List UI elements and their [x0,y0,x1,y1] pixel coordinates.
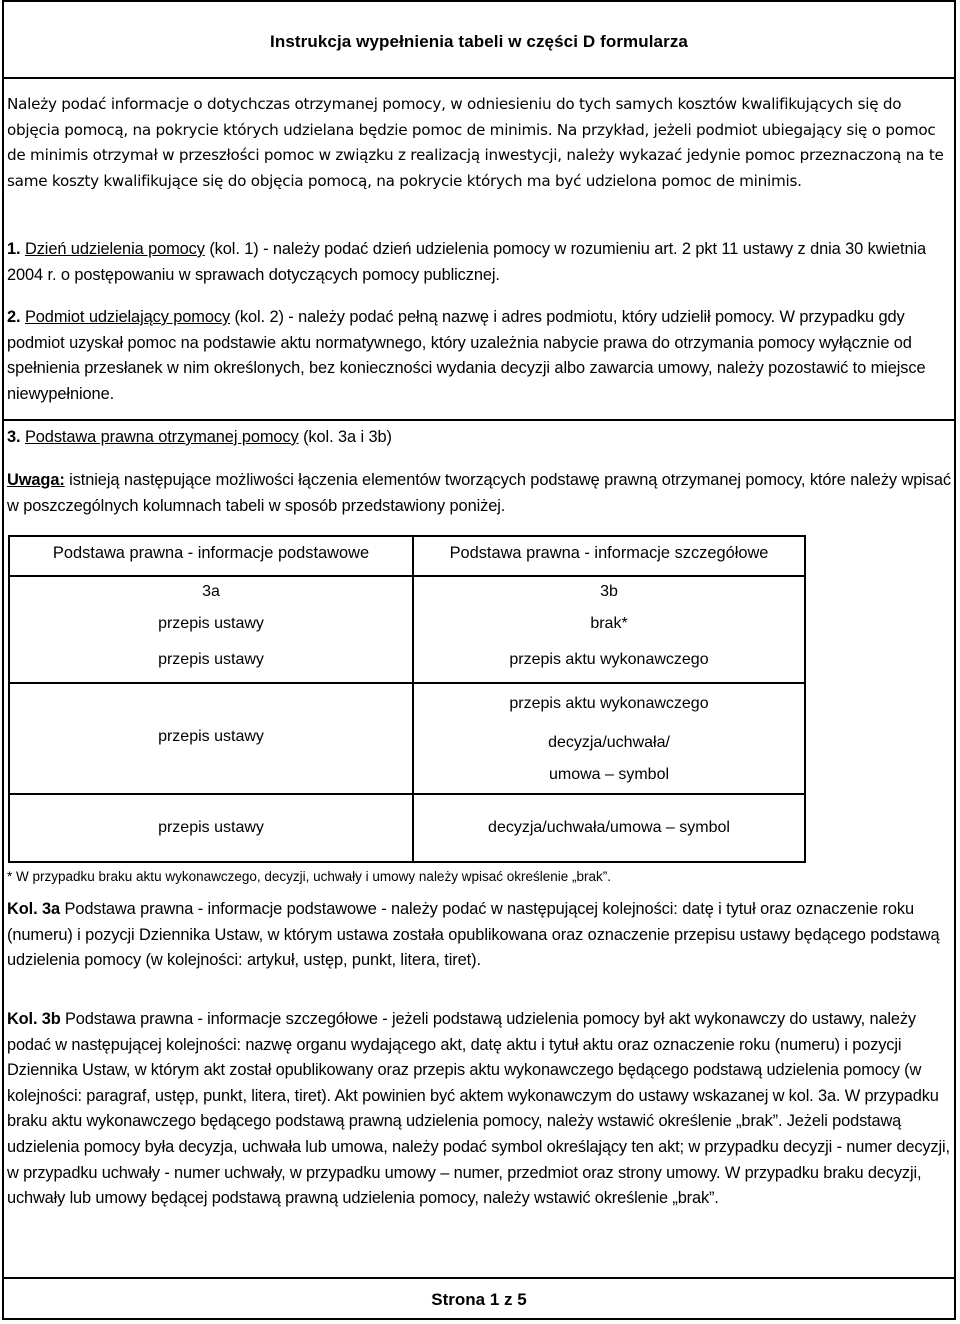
table-cell-3b: przepis aktu wykonawczego [509,651,709,668]
item-3-number: 3. [7,428,21,446]
table-cell-3a: przepis ustawy [158,651,264,668]
item-1-number: 1. [7,240,21,258]
column-code-3b: 3b [600,583,618,600]
header-divider [2,77,956,79]
column-header-basic: Podstawa prawna - informacje podstawowe [52,544,370,562]
kol-3a-text: Podstawa prawna - informacje podstawowe - należy podać w następującej kolejności: datę i tytuł oraz oznaczenie roku (numeru) i pozycji Dziennika Ustaw, w którym ustawa została opublikowana oraz oznaczenie przepisu ustawy będącego podstawą udzielenia pomocy (w kolejności: artykuł, ustęp, punkt, litera, tiret). [7,900,940,970]
kol-3a-label: Kol. 3a [7,900,61,918]
item-1 [7,237,952,288]
item-3-text: (kol. 3a i 3b) [298,428,392,446]
table-cell-3a: przepis ustawy [158,728,264,745]
note-label: Uwaga: [7,471,65,489]
table-footnote: * W przypadku braku aktu wykonawczego, decyzji, uchwały i umowy należy wpisać określenie „brak”. [7,869,611,884]
table-cell-3a: przepis ustawy [158,819,264,836]
table-bottom-border [8,861,806,863]
page-title: Instrukcja wypełnienia tabeli w części D formularza [270,32,688,51]
kol-3a-paragraph [7,897,952,974]
table-right-border [804,535,806,863]
item-1-text: (kol. 1) - należy podać dzień udzielenia pomocy w rozumieniu art. 2 pkt 11 ustawy z dnia 30 kwietnia 2004 r. o postępowaniu w sprawach dotyczących pomocy publicznej. [7,240,927,284]
table-cell-3b: umowa – symbol [548,766,670,783]
column-code-3a: 3a [202,583,220,600]
item-2-text: (kol. 2) - należy podać pełną nazwę i adres podmiotu, który udzielił pomocy. W przypadku gdy podmiot uzyskał pomoc na podstawie aktu normatywnego, który uzależnia nabycie prawa do otrzymania pomocy wyłącznie od spełnienia przesłanek w nim określonych, bez konieczności wydania decyzji albo zawarcia umowy, należy pozostawić to miejsce niewypełnione. [7,308,926,403]
item-2-number: 2. [7,308,21,326]
item-2 [7,305,952,407]
kol-3b-text: Podstawa prawna - informacje szczegółowe - jeżeli podstawą udzielenia pomocy był akt wykonawczy do ustawy, należy podać w następującej kolejności: nazwę organu wydającego akt, datę aktu i tytuł aktu oraz oznaczenie roku (numeru) i pozycji Dziennika Ustaw, w którym akt został opublikowany oraz przepis aktu wykonawczego będącego podstawą udzielenia pomocy (w kolejności: paragraf, ustęp, punkt, litera, tiret). Akt powinien być aktem wykonawczym do ustawy wskazanej w kol. 3a. W przypadku braku aktu wykonawczego będącego podstawą prawną udzielenia pomocy, należy wstawić określenie „brak”. Jeżeli podstawą udzielenia pomocy była decyzja, uchwała lub umowa, należy podać symbol określający ten akt; w przypadku decyzji - numer decyzji, w przypadku uchwały - numer uchwały, w przypadku umowy – numer, przedmiot oraz strony umowy. W przypadku braku decyzji, uchwały lub umowy będącej podstawą prawną udzielenia pomocy, należy wstawić określenie „brak”. [7,1010,950,1208]
kol-3b-paragraph [7,1007,952,1212]
table-cell-3a: przepis ustawy [158,615,264,632]
note-paragraph [7,468,952,519]
item-3-term: Podstawa prawna otrzymanej pomocy [24,428,299,446]
item-3 [7,425,952,451]
section-divider [2,419,956,421]
note-text: istnieją następujące możliwości łączenia elementów tworzących podstawę prawną otrzymanej pomocy, które należy wpisać w poszczególnych kolumnach tabeli w sposób przedstawiony poniżej. [7,471,951,515]
item-2-term: Podmiot udzielający pomocy [24,308,231,326]
intro-paragraph: Należy podać informacje o dotychczas otrzymanej pomocy, w odniesieniu do tych samych kosztów kwalifikujących się do objęcia pomocą, na pokrycie których udzielana będzie pomoc de minimis. Na przykład, jeżeli podmiot ubiegający się o pomoc de minimis otrzymał w przeszłości pomoc w związku z realizacją inwestycji, należy wykazać jedynie pomoc przeznaczoną na te same koszty kwalifikujące się do objęcia pomocą, na pokrycie których ma być udzielona pomoc de minimis. [7,95,944,190]
item-1-term: Dzień udzielenia pomocy [24,240,205,258]
table-row-divider [8,793,806,795]
table-header-divider [8,575,806,577]
table-cell-3b: decyzja/uchwała/ [548,734,670,751]
kol-3b-label: Kol. 3b [7,1010,61,1028]
table-row-divider [8,682,806,684]
table-cell-3b: decyzja/uchwała/umowa – symbol [488,819,730,836]
table-top-border [8,535,806,537]
table-cell-3b: przepis aktu wykonawczego [509,695,709,712]
page-number: Strona 1 z 5 [431,1290,527,1309]
table-cell-3b: brak* [590,615,628,632]
footer-divider [2,1277,956,1279]
column-header-detailed: Podstawa prawna - informacje szczegółowe [449,544,769,562]
